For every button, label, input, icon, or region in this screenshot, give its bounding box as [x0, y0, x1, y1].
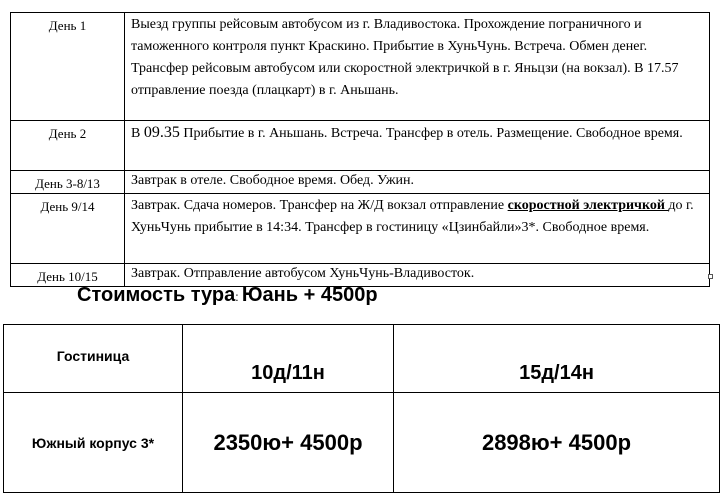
price-cell [394, 393, 720, 493]
price-row [4, 393, 720, 493]
day-label: День 10/15 [11, 264, 125, 287]
itinerary-row [11, 171, 710, 194]
emphasized-text: скоростной электричкой [507, 198, 669, 213]
price-header-row [4, 325, 720, 393]
price-table [3, 324, 720, 493]
day-description: Завтрак. Отправление автобусом ХуньЧунь-Владивосток. [125, 264, 710, 287]
duration-header-cell [183, 325, 394, 393]
day-description: В 09.35 Прибытие в г. Аньшань. Встреча. Трансфер в отель. Размещение. Свободное время. [125, 121, 710, 171]
table-resize-handle[interactable] [708, 274, 713, 279]
hotel-header-cell [4, 325, 183, 393]
itinerary-row [11, 13, 710, 121]
day-label: День 2 [11, 121, 125, 171]
day-label: День 9/14 [11, 194, 125, 264]
duration-header-cell [394, 325, 720, 393]
duration-header: 10д/11н [251, 362, 325, 384]
hotel-name: Южный корпус 3* [4, 393, 183, 493]
itinerary-row [11, 121, 710, 171]
price-value: 2898ю+ 4500р [481, 429, 632, 455]
price-value: 2350ю+ 4500р [213, 429, 363, 455]
hotel-header: Гостиница [56, 347, 130, 364]
itinerary-row [11, 194, 710, 264]
day-description: Выезд группы рейсовым автобусом из г. Владивостока. Прохождение пограничного и таможенного контроля пункт Краскино. Прибытие в ХуньЧунь. Встреча. Обмен денег. Трансфер рейсовым автобусом или скоростной электричкой в г. Яньцзи (на вокзал). В 17.57 отправление поезда (плацкарт) в г. Аньшань. [125, 13, 710, 121]
itinerary-table [10, 12, 710, 287]
day-description: Завтрак. Сдача номеров. Трансфер на Ж/Д вокзал отправление скоростной электричкой до г. ХуньЧунь прибытие в 14:34. Трансфер в гостиницу «Цзинбайли»3*. Свободное время. [125, 194, 710, 264]
arrival-time: 09.35 [143, 124, 180, 141]
day-label: День 3-8/13 [11, 171, 125, 194]
price-title: Стоимость тура: Юань + 4500р [77, 284, 378, 306]
day-description: Завтрак в отеле. Свободное время. Обед. Ужин. [125, 171, 710, 194]
price-cell [183, 393, 394, 493]
duration-header: 15д/14н [519, 362, 594, 384]
day-label: День 1 [11, 13, 125, 121]
